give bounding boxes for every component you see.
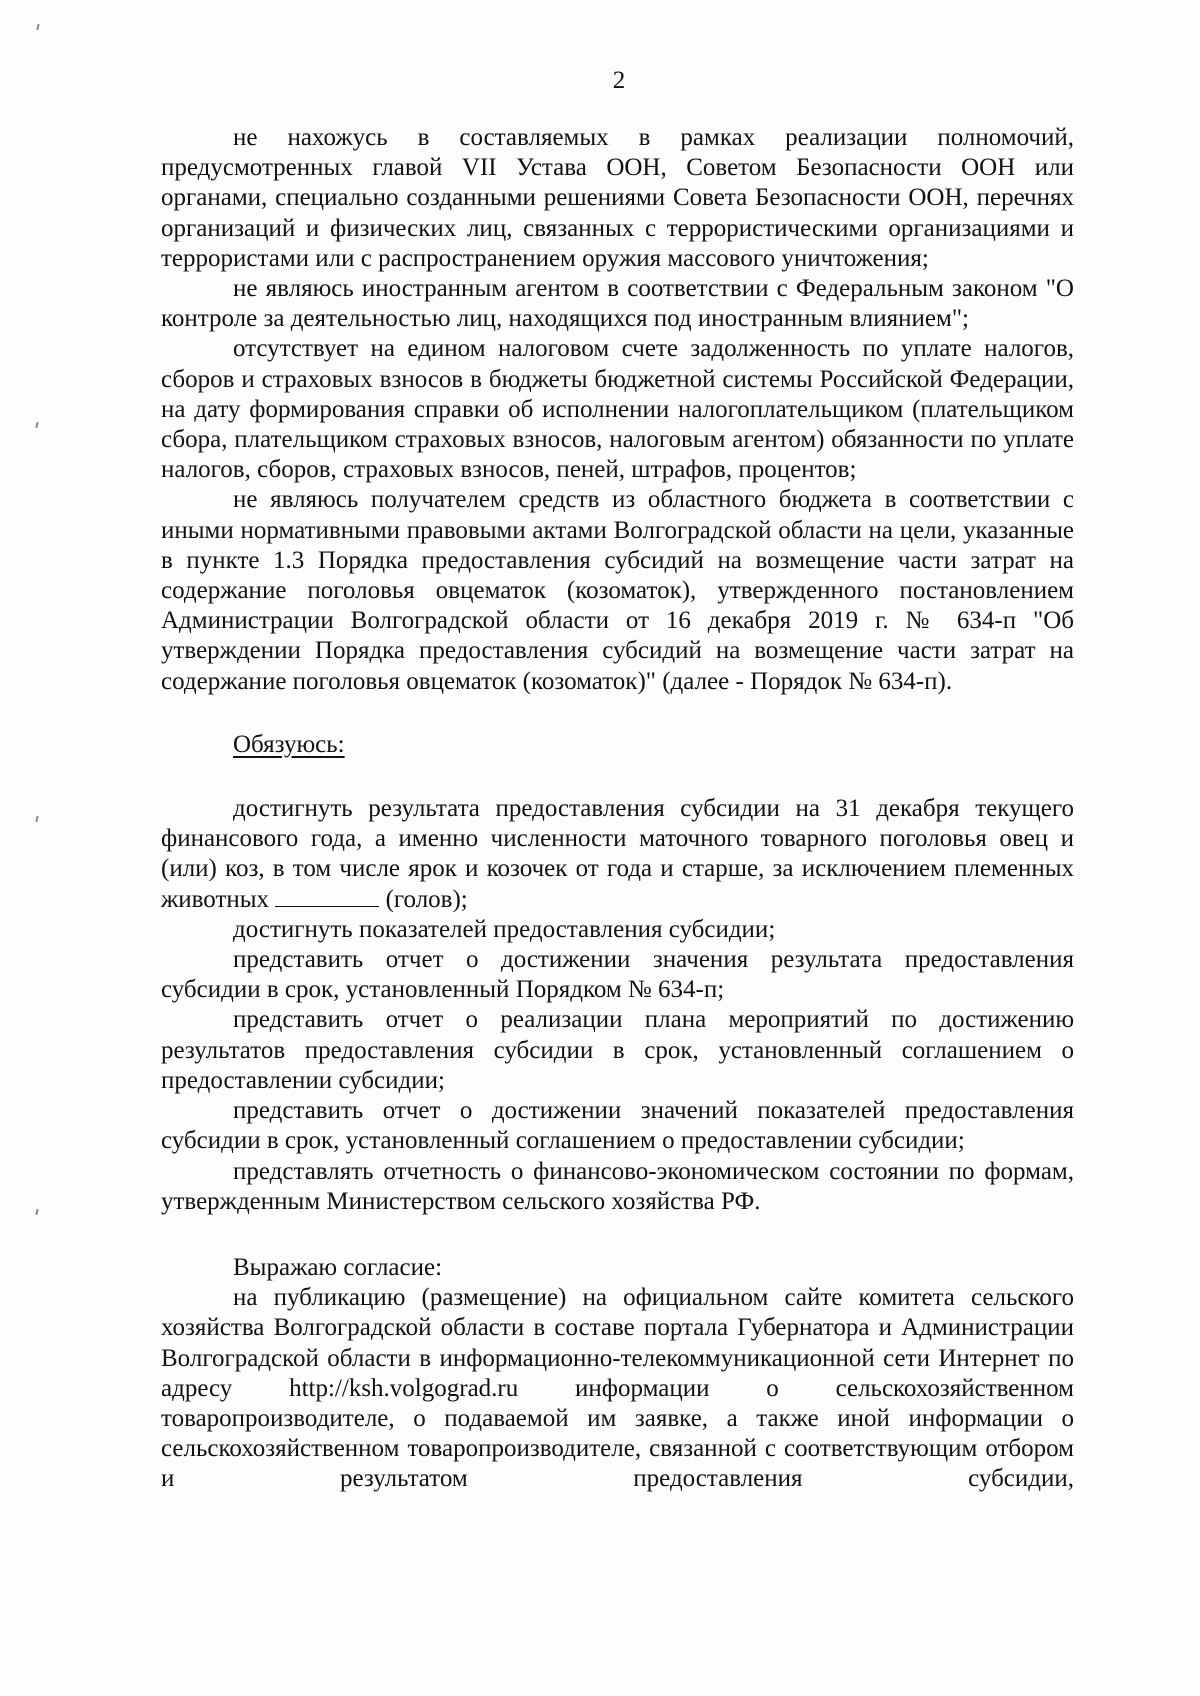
paragraph-not-in-terror-lists: не нахожусь в составляемых в рамках реализации полномочий, предусмотренных главой VII Устава ООН, Советом Безопасности ООН или органами, специально созданными решениями Совета Безопасности ООН, перечнях организаций и физических лиц, связанных с террористическими организациями и террористами или с распространением оружия массового уничтожения; bbox=[161, 124, 1074, 272]
obligation-report-plan: представить отчет о реализации плана мероприятий по достижению результатов предоставления субсидии в срок, установленный соглашением о предоставлении субсидии; bbox=[161, 1006, 1074, 1094]
obligation-report-indicators: представить отчет о достижении значений показателей предоставления субсидии в срок, установленный соглашением о предоставлении субсидии; bbox=[161, 1097, 1074, 1155]
spacer bbox=[161, 1217, 1074, 1253]
obligation-reach-result-text: достигнуть результата предоставления субсидии на 31 декабря текущего финансового года, а именно численности маточного товарного поголовья овец и (или) коз, в том числе ярок и козочек от года и старше, за исключением племенных животных bbox=[161, 795, 1074, 913]
obligations-heading bbox=[161, 730, 1074, 760]
consent-heading: Выражаю согласие: bbox=[233, 1253, 443, 1281]
livestock-count-blank bbox=[275, 886, 379, 907]
obligation-reach-result bbox=[161, 794, 1074, 915]
obligations-heading-text: Обязуюсь: bbox=[233, 730, 345, 758]
document-body bbox=[161, 123, 1074, 1495]
obligation-financial-reporting: представлять отчетность о финансово-экономическом состоянии по формам, утвержденным Министерством сельского хозяйства РФ. bbox=[161, 1157, 1074, 1215]
spacer bbox=[161, 697, 1074, 730]
paragraph-not-budget-recipient: не являюсь получателем средств из областного бюджета в соответствии с иными нормативными правовыми актами Волгоградской области на цели, указанные в пункте 1.3 Порядка предоставления субсидий на возмещение части затрат на содержание поголовья овцематок (козоматок), утвержденного постановлением Администрации Волгоградской области от 16 декабря 2019 г. № 634-п "Об утверждении Порядка предоставления субсидий на возмещение части затрат на содержание поголовья овцематок (козоматок)" (далее - Порядок № 634-п). bbox=[161, 486, 1074, 695]
obligation-reach-indicators: достигнуть показателей предоставления субсидии; bbox=[233, 915, 776, 943]
scan-speck bbox=[35, 816, 38, 822]
consent-publication-text: на публикацию (размещение) на официальном сайте комитета сельского хозяйства Волгоградской области в составе портала Губернатора и Администрации Волгоградской области в информационно-телекоммуникационной сети Интернет по адресу http://ksh.volgograd.ru информации о сельскохозяйственном товаропроизводителе, о подаваемой им заявке, а также иной информации о сельскохозяйственном товаропроизводителе, связанной с соответствующим отбором и результатом предоставления субсидии, bbox=[161, 1284, 1074, 1493]
obligation-reach-result-unit: (голов); bbox=[379, 885, 468, 913]
paragraph-no-tax-debt: отсутствует на едином налоговом счете задолженность по уплате налогов, сборов и страховых взносов в бюджеты бюджетной системы Российской Федерации, на дату формирования справки об исполнении налогоплательщиком (плательщиком сбора, плательщиком страховых взносов, налоговым агентом) обязанности по уплате налогов, сборов, страховых взносов, пеней, штрафов, процентов; bbox=[161, 335, 1074, 484]
scan-speck bbox=[36, 24, 39, 30]
spacer bbox=[161, 760, 1074, 794]
obligation-report-result: представить отчет о достижении значения результата предоставления субсидии в срок, установленный Порядком № 634-п; bbox=[161, 946, 1074, 1004]
scan-speck bbox=[35, 422, 38, 428]
scan-speck bbox=[35, 1209, 38, 1215]
page-number: 2 bbox=[612, 67, 626, 94]
paragraph-not-foreign-agent: не являюсь иностранным агентом в соответствии с Федеральным законом "О контроле за деятельностью лиц, находящихся под иностранным влиянием"; bbox=[161, 275, 1074, 333]
